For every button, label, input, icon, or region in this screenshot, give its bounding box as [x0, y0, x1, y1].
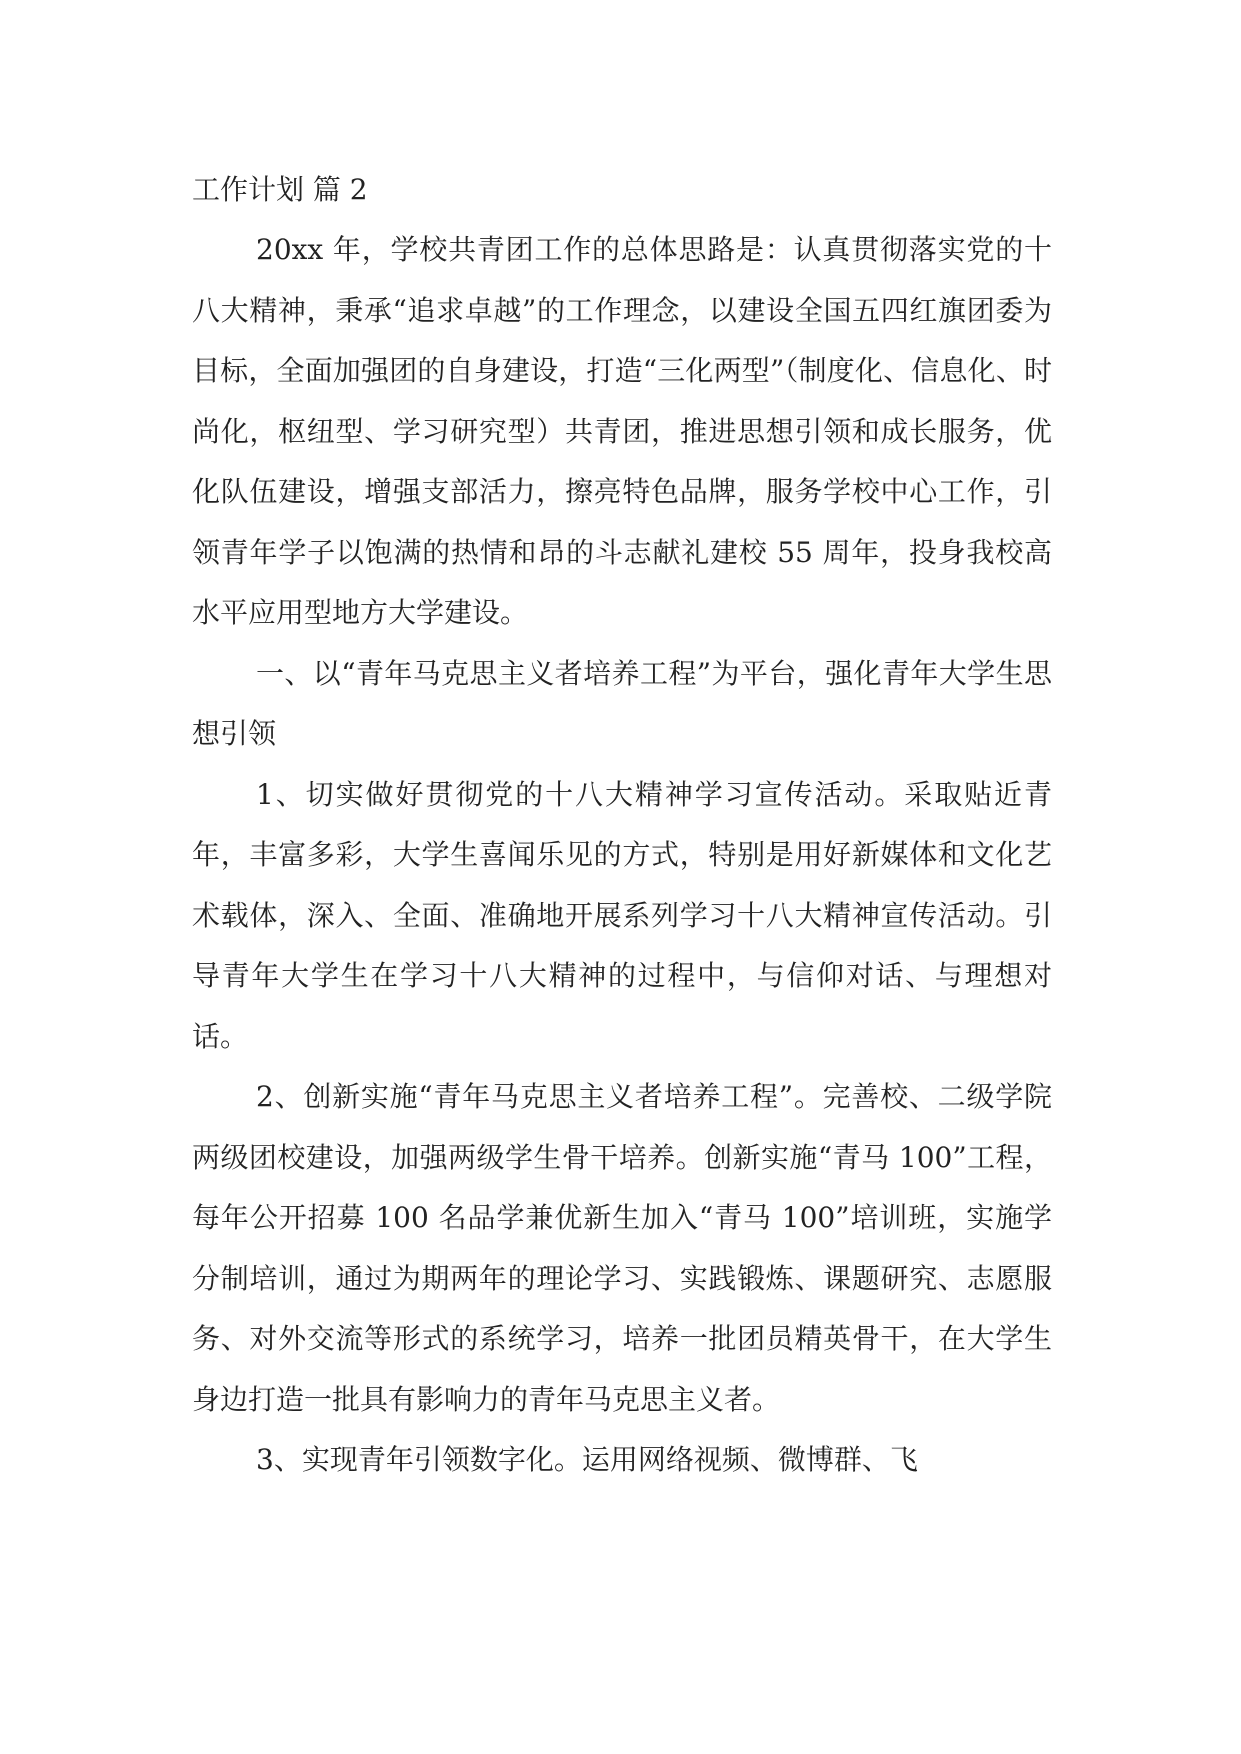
- paragraph-item-3: 3、实现青年引领数字化。运用网络视频、微博群、飞: [256, 1443, 918, 1476]
- paragraph-item-2: 2、创新实施“青年马克思主义者培养工程”。完善校、二级学院两级团校建设，加强两级学生骨干培养。创新实施“青马 100”工程，每年公开招募 100 名品学兼优新生加入“青马 100”培训班，实施学分制培训，通过为期两年的理论学习、实践锻炼、课题研究、志愿服务、对外交流等形式的系统学习，培养一批团员精英骨干，在大学生身边打造一批具有影响力的青年马克思主义者。: [192, 1080, 1052, 1416]
- paragraph-overall-plan: 20xx 年，学校共青团工作的总体思路是：认真贯彻落实党的十八大精神，秉承“追求卓越”的工作理念，以建设全国五四红旗团委为目标，全面加强团的自身建设，打造“三化两型”（制度化、信息化、时尚化，枢纽型、学习研究型）共青团，推进思想引领和成长服务，优化队伍建设，增强支部活力，擦亮特色品牌，服务学校中心工作，引领青年学子以饱满的热情和昂的斗志献礼建校 55 周年，投身我校高水平应用型地方大学建设。: [192, 233, 1052, 629]
- document-page: [192, 160, 1052, 1491]
- document-title: 工作计划 篇 2: [192, 173, 368, 206]
- section-heading-one: 一、以“青年马克思主义者培养工程”为平台，强化青年大学生思想引领: [192, 656, 1052, 750]
- paragraph-item-1: 1、切实做好贯彻党的十八大精神学习宣传活动。采取贴近青年，丰富多彩，大学生喜闻乐见的方式，特别是用好新媒体和文化艺术载体，深入、全面、准确地开展系列学习十八大精神宣传活动。引导青年大学生在学习十八大精神的过程中，与信仰对话、与理想对话。: [192, 777, 1052, 1053]
